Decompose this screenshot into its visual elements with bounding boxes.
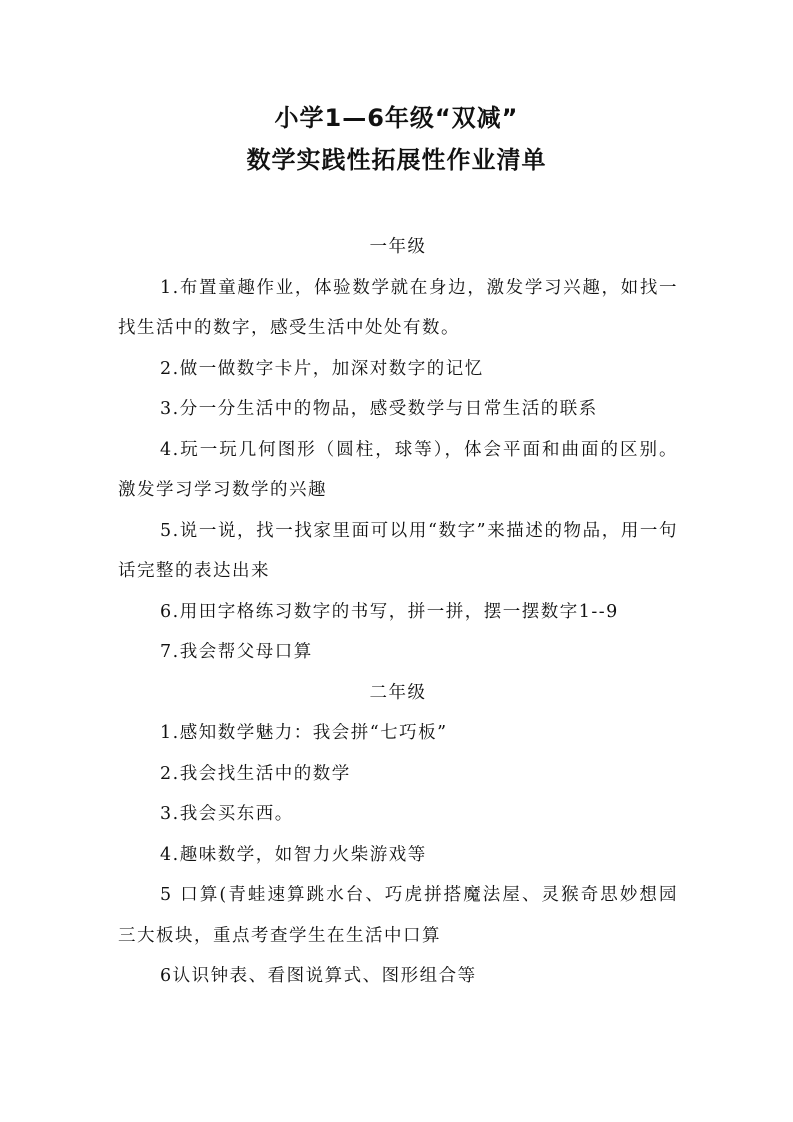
section-heading-grade-1: 一年级 xyxy=(369,237,427,257)
grade-1-item-4: 4.玩一玩几何图形（圆柱，球等），体会平面和曲面的区别。激发学习学习数学的兴趣 xyxy=(118,439,678,500)
section-heading-grade-2: 二年级 xyxy=(369,682,427,703)
grade-2-item-6: 6认识钟表、看图说算式、图形组合等 xyxy=(160,966,477,986)
grade-1-item-6: 6.用田字格练习数字的书写，拼一拼，摆一摆数字1--9 xyxy=(160,601,619,622)
document-title-line1: 小学1—6年级“双减” xyxy=(274,104,519,132)
grade-1-item-3: 3.分一分生活中的物品，感受数学与日常生活的联系 xyxy=(160,399,598,419)
grade-1-item-5: 5.说一说，找一找家里面可以用“数字”来描述的物品，用一句话完整的表达出来 xyxy=(118,520,678,581)
document-body xyxy=(118,227,678,997)
grade-2-item-3: 3.我会买东西。 xyxy=(160,804,294,824)
grade-2-item-4: 4.趣味数学，如智力火柴游戏等 xyxy=(160,844,427,865)
grade-1-item-7: 7.我会帮父母口算 xyxy=(160,642,313,662)
document-title-line2: 数学实践性拓展性作业清单 xyxy=(246,146,547,174)
grade-1-item-1: 1.布置童趣作业，体验数学就在身边，激发学习兴趣，如找一找生活中的数字，感受生活中处处有数。 xyxy=(118,277,678,338)
grade-2-item-1: 1.感知数学魅力：我会拼“七巧板” xyxy=(160,723,448,743)
grade-2-item-2: 2.我会找生活中的数学 xyxy=(160,763,351,784)
grade-2-item-5: 5 口算(青蛙速算跳水台、巧虎拼搭魔法屋、灵猴奇思妙想园三大板块，重点考查学生在生活中口算 xyxy=(118,885,678,946)
grade-1-item-2: 2.做一做数字卡片，加深对数字的记忆 xyxy=(160,358,484,379)
